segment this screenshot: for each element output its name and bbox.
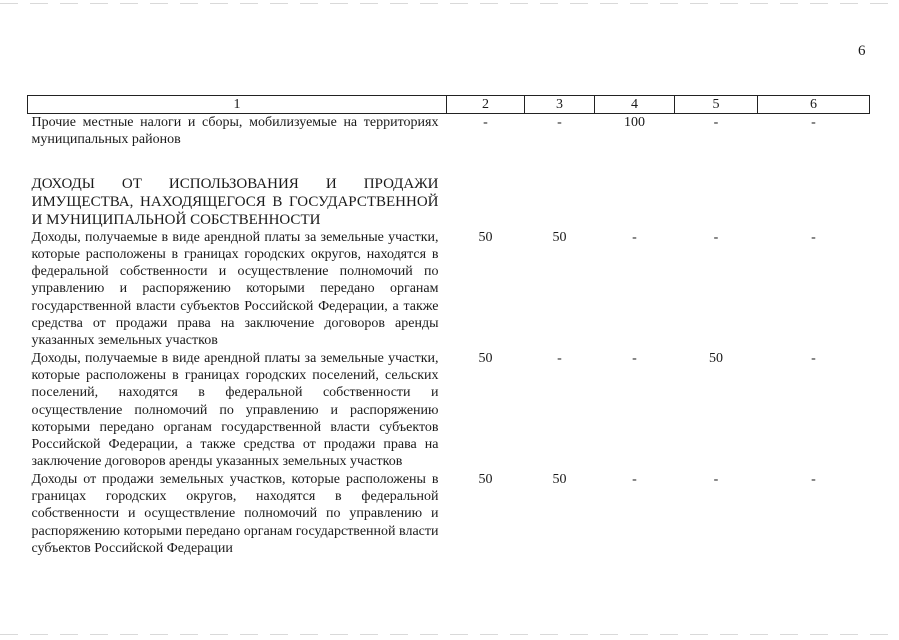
row-value-col5: - — [713, 115, 719, 130]
row-description: Прочие местные налоги и сборы, мобилизуемые на территориях муниципальных районов — [31, 115, 439, 148]
row-value-col4: - — [632, 350, 637, 366]
column-header-1: 1 — [28, 96, 447, 114]
column-header-2: 2 — [447, 96, 525, 114]
section-heading: ДОХОДЫ ОТ ИСПОЛЬЗОВАНИЯ И ПРОДАЖИ ИМУЩЕСТВА, НАХОДЯЩЕГОСЯ В ГОСУДАРСТВЕННОЙ И МУНИЦИПАЛЬНОЙ СОБСТВЕННОСТИ — [31, 175, 439, 228]
row-value-col2: 50 — [478, 471, 493, 487]
column-header-4: 4 — [595, 96, 675, 114]
row-value-col3: 50 — [552, 471, 567, 487]
table-row — [28, 229, 870, 350]
section-heading-row — [28, 149, 870, 229]
row-value-col2: 50 — [478, 229, 493, 245]
row-description: Доходы, получаемые в виде арендной платы за земельные участки, которые расположены в границах городских поселений, сельских поселений, находятся в федеральной собственности и осуществление полномочий по управлению и распоряжению которыми передано органам государственной власти субъектов Российской Федерации, а также средства от продажи права на заключение договоров аренды указанных земельных участков — [31, 350, 439, 470]
row-value-col4: 100 — [624, 115, 645, 130]
row-value-col6: - — [811, 471, 816, 487]
row-value-col3: - — [557, 350, 562, 366]
row-value-col5: - — [713, 229, 719, 245]
row-value-col5: 50 — [709, 350, 723, 366]
row-description: Доходы от продажи земельных участков, которые расположены в границах городских округов, находятся в федеральной собственности и осуществление полномочий по управлению и распоряжению которыми передано органам государственной власти субъектов Российской Федерации — [31, 471, 439, 556]
row-value-col5: - — [713, 471, 719, 487]
row-value-col6: - — [811, 115, 816, 130]
row-value-col4: - — [632, 471, 637, 487]
scan-edge-top — [0, 3, 899, 4]
row-value-col2: 50 — [478, 350, 493, 366]
row-value-col3: - — [557, 115, 562, 130]
column-header-3: 3 — [525, 96, 595, 114]
column-header-6: 6 — [758, 96, 870, 114]
table-row — [28, 114, 870, 149]
row-value-col3: 50 — [552, 229, 567, 245]
row-description: Доходы, получаемые в виде арендной платы за земельные участки, которые расположены в границах городских округов, находятся в федеральной собственности и осуществление полномочий по управлению и распоряжению которыми передано органам государственной власти субъектов Российской Федерации, а также средства от продажи права на заключение договоров аренды указанных земельных участков — [31, 229, 439, 349]
row-value-col6: - — [811, 350, 816, 366]
table-row — [28, 471, 870, 557]
row-value-col6: - — [811, 229, 816, 245]
page-number: 6 — [858, 43, 866, 59]
table-header-row — [28, 96, 870, 114]
revenue-distribution-table — [27, 95, 870, 557]
table-row — [28, 350, 870, 471]
row-value-col2: - — [483, 115, 488, 130]
column-header-5: 5 — [675, 96, 758, 114]
row-value-col4: - — [632, 229, 637, 245]
scan-edge-bottom — [0, 634, 899, 635]
